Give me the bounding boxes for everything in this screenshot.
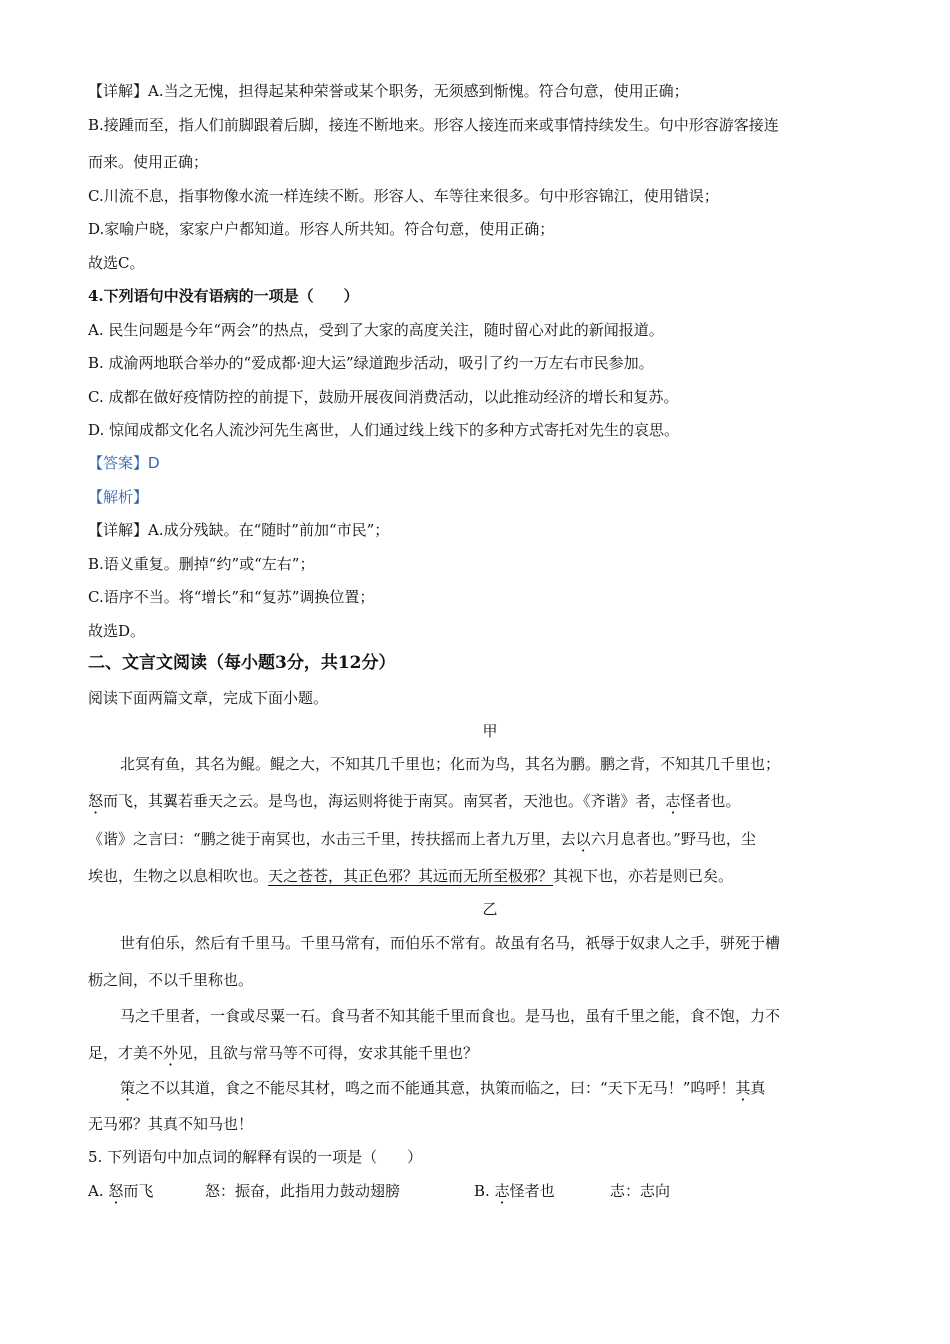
passage-jia-line-2-text-b: 怪者也。	[680, 792, 741, 810]
question-5-option-a-phrase: 而飞	[123, 1182, 154, 1200]
question-5-option-b-label: B.	[474, 1182, 495, 1200]
passage-yi-line-4-text-a: 足，才美不	[88, 1044, 164, 1062]
explain-line-b-cont: 而来。使用正确；	[88, 153, 209, 171]
analysis-label: 【解析】	[88, 488, 149, 506]
section-2-intro: 阅读下面两篇文章，完成下面小题。	[88, 689, 329, 707]
question-5-option-b-phrase: 怪者也	[509, 1182, 555, 1200]
dotted-word-ce: 策	[120, 1079, 136, 1097]
passage-jia-line-3-text-b: 六月息者也。”野马也，尘	[590, 830, 756, 848]
dotted-word-yi: 以	[575, 830, 591, 848]
question-4-explain-a: 【详解】A.成分残缺。在“随时”前加“市民”；	[88, 521, 390, 539]
passage-yi-line-5-text-b: 真	[750, 1079, 766, 1097]
answer-line	[88, 452, 160, 475]
passage-yi-line-4	[88, 1042, 478, 1064]
section-2-title: 二、文言文阅读（每小题3分，共12分）	[88, 653, 396, 673]
question-5-option-a	[88, 1180, 153, 1202]
explain-line-a: 【详解】A.当之无愧，担得起某种荣誉或某个职务，无须感到惭愧。符合句意，使用正确；	[88, 82, 689, 100]
passage-jia-line-2-text-a: 而飞，其翼若垂天之云。是鸟也，海运则将徙于南冥。南冥者，天池也。《齐谐》者，	[103, 792, 666, 810]
underlined-sentence: 天之苍苍，其正色邪？其远而无所至极邪？	[268, 867, 554, 885]
passage-jia-line-4-text-b: 其视下也，亦若是则已矣。	[553, 867, 734, 885]
dotted-word-zhi: 志	[665, 792, 681, 810]
question-4-explain-b: B.语义重复。删掉“约”或“左右”；	[88, 555, 315, 573]
question-4-option-d: D. 惊闻成都文化名人流沙河先生离世，人们通过线上线下的多种方式寄托对先生的哀思。	[88, 421, 680, 439]
passage-yi-line-3: 马之千里者，一食或尽粟一石。食马者不知其能千里而食也。是马也，虽有千里之能，食不饱，力不	[120, 1007, 781, 1025]
dotted-word-qi: 其	[735, 1079, 751, 1097]
passage-jia-line-2	[88, 790, 741, 812]
question-5-option-b-word: 志	[494, 1182, 510, 1200]
passage-jia-line-1: 北冥有鱼，其名为鲲。鲲之大，不知其几千里也；化而为鸟，其名为鹏。鹏之背，不知其几千里也；	[120, 755, 781, 773]
question-4-option-a: A. 民生问题是今年“两会”的热点，受到了大家的高度关注，随时留心对此的新闻报道。	[88, 321, 664, 339]
passage-yi-line-5-text-a: 之不以其道，食之不能尽其材，鸣之而不能通其意，执策而临之，曰：“天下无马！”呜呼！	[135, 1079, 736, 1097]
question-4-option-b: B. 成渝两地联合举办的“爱成都·迎大运”绿道跑步活动，吸引了约一万左右市民参加。	[88, 354, 654, 372]
passage-jia-line-3	[88, 828, 756, 850]
passage-yi-line-5	[120, 1077, 765, 1099]
question-5-option-a-word: 怒	[108, 1182, 124, 1200]
passage-jia-line-4	[88, 865, 733, 887]
question-4-conclusion: 故选D。	[88, 622, 146, 640]
passage-yi-line-4-text-b: 见，且欲与常马等不可得，安求其能千里也？	[178, 1044, 479, 1062]
question-5-option-a-label: A.	[88, 1182, 109, 1200]
passage-jia-line-3-text-a: 《谐》之言曰：“鹏之徙于南冥也，水击三千里，抟扶摇而上者九万里，去	[88, 830, 576, 848]
question-5-option-a-explanation: 怒：振奋，此指用力鼓动翅膀	[205, 1182, 401, 1200]
question-4-stem: 4.下列语句中没有语病的一项是（ ）	[88, 287, 359, 305]
passage-jia-title: 甲	[482, 722, 498, 740]
question-4-explain-c: C.语序不当。将“增长”和“复苏”调换位置；	[88, 588, 375, 606]
question-4-option-c: C. 成都在做好疫情防控的前提下，鼓励开展夜间消费活动，以此推动经济的增长和复苏。	[88, 388, 679, 406]
question-5-stem: 5. 下列语句中加点词的解释有误的一项是（ ）	[88, 1148, 423, 1166]
dotted-word-nu: 怒	[88, 792, 104, 810]
passage-yi-line-1: 世有伯乐，然后有千里马。千里马常有，而伯乐不常有。故虽有名马，祇辱于奴隶人之手，骈死于槽	[120, 934, 781, 952]
passage-yi-line-6: 无马邪？其真不知马也！	[88, 1115, 254, 1133]
question-5-option-b	[474, 1180, 555, 1202]
passage-yi-line-2: 枥之间，不以千里称也。	[88, 971, 254, 989]
answer-value: D	[148, 455, 160, 472]
explain-line-c: C.川流不息，指事物像水流一样连续不断。形容人、车等往来很多。句中形容锦江，使用错误；	[88, 187, 719, 205]
question-5-option-b-explanation: 志：志向	[610, 1182, 671, 1200]
passage-jia-line-4-text-a: 埃也，生物之以息相吹也。	[88, 867, 269, 885]
explain-line-d: D.家喻户晓，家家户户都知道。形容人所共知。符合句意，使用正确；	[88, 220, 555, 238]
dotted-word-wai: 外	[163, 1044, 179, 1062]
explain-line-b: B.接踵而至，指人们前脚跟着后脚，接连不断地来。形容人接连而来或事情持续发生。句中形容游客接连	[88, 116, 779, 134]
passage-yi-title: 乙	[482, 900, 498, 918]
answer-label: 【答案】	[88, 454, 149, 472]
explain-conclusion: 故选C。	[88, 254, 145, 272]
